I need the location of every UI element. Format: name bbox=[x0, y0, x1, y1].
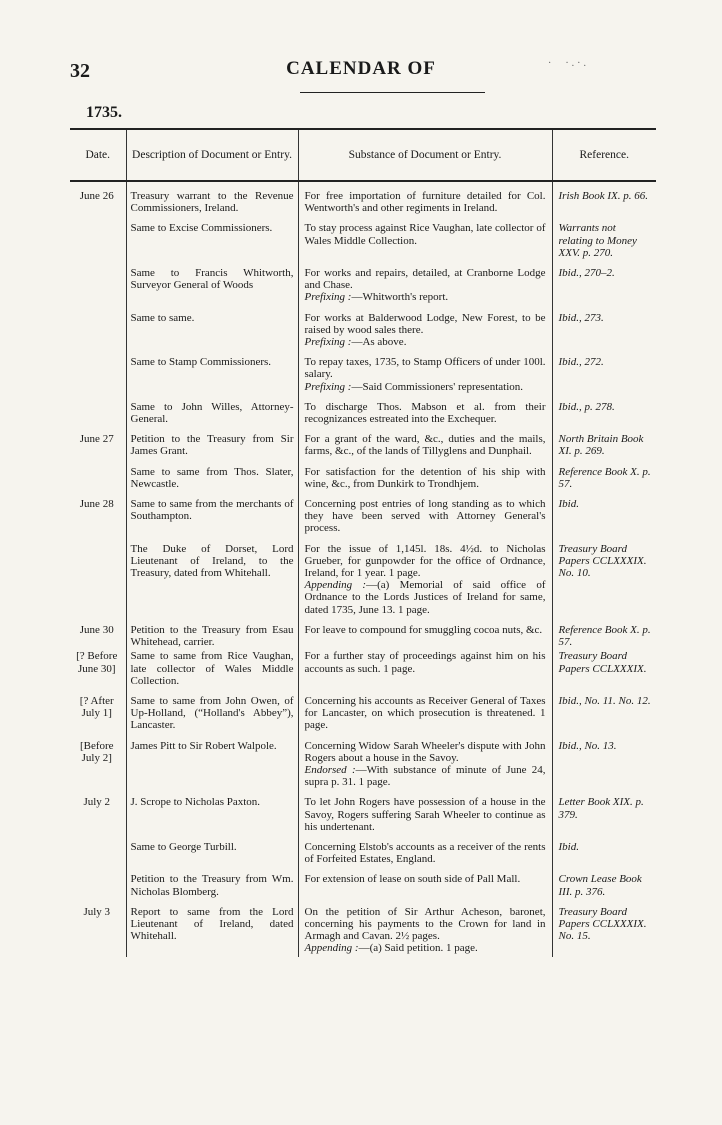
entry-substance bbox=[298, 460, 552, 492]
entry-description: Same to same from John Owen, of Up-Holland, (“Holland's Abbey”), Lancaster. bbox=[126, 689, 298, 734]
column-header-description: Description of Document or Entry. bbox=[126, 129, 298, 181]
entry-reference: Ibid. bbox=[558, 840, 579, 853]
entry-date bbox=[70, 395, 126, 427]
year-heading: 1735. bbox=[86, 104, 122, 121]
substance-text: For the issue of 1,145l. 18s. 4½d. to Nicholas Grueber, for gunpowder for the office of Ordnance, Ireland, for 1 year. 1 page. bbox=[304, 542, 546, 580]
annotation-label: Prefixing : bbox=[304, 291, 352, 304]
annotation-label: Appending : bbox=[304, 942, 359, 955]
table-row bbox=[70, 650, 656, 689]
table-body bbox=[70, 181, 656, 957]
substance-text: For a further stay of proceedings against him on his accounts as such. 1 page. bbox=[304, 650, 546, 675]
calendar-table bbox=[70, 128, 656, 957]
entry-date: June 30 bbox=[70, 618, 126, 650]
entry-date: July 2 bbox=[70, 790, 126, 835]
table-row bbox=[70, 790, 656, 835]
column-header-substance: Substance of Document or Entry. bbox=[298, 129, 552, 181]
table-row bbox=[70, 216, 656, 261]
entry-description: Same to John Willes, Attorney-General. bbox=[126, 395, 298, 427]
table-row bbox=[70, 835, 656, 867]
substance-text: To stay process against Rice Vaughan, late collector of Wales Middle Collection. bbox=[304, 222, 546, 247]
running-title: CALENDAR OF bbox=[286, 58, 436, 79]
entry-description: Same to Excise Commissioners. bbox=[126, 216, 298, 261]
entry-reference: Irish Book IX. p. 66. bbox=[558, 190, 649, 202]
entry-description: Same to Francis Whitworth, Surveyor General of Woods bbox=[126, 261, 298, 306]
table-row bbox=[70, 734, 656, 791]
table-row bbox=[70, 537, 656, 618]
entry-reference: Treasury Board Papers CCLXXXIX. bbox=[558, 650, 647, 675]
entry-substance bbox=[298, 835, 552, 867]
substance-annotation bbox=[305, 764, 546, 788]
entry-reference: Ibid., No. 13. bbox=[558, 739, 617, 752]
entry-reference: Crown Lease Book III. p. 376. bbox=[558, 873, 642, 898]
substance-text: To repay taxes, 1735, to Stamp Officers of under 100l. salary. bbox=[304, 356, 546, 381]
entry-date bbox=[70, 867, 126, 899]
table-row bbox=[70, 350, 656, 395]
substance-annotation bbox=[305, 291, 546, 303]
annotation-text: —As above. bbox=[351, 336, 407, 349]
table-row bbox=[70, 261, 656, 306]
entry-substance bbox=[298, 350, 552, 395]
entry-description: Petition to the Treasury from Sir James Grant. bbox=[126, 427, 298, 459]
entry-reference: Warrants not relating to Money XXV. p. 270. bbox=[558, 222, 637, 259]
entry-reference: Ibid., 273. bbox=[558, 311, 604, 324]
substance-annotation bbox=[305, 579, 546, 616]
stray-marks: · ·.·. bbox=[548, 58, 589, 69]
entry-date bbox=[70, 537, 126, 618]
substance-text: For a grant of the ward, &c., duties and the mails, farms, &c., of the lands of Tillyglens and Dunphail. bbox=[304, 433, 546, 458]
entry-reference: Ibid., 270–2. bbox=[558, 267, 615, 280]
substance-text: To discharge Thos. Mabson et al. from their recognizances estreated into the Exchequer. bbox=[304, 400, 546, 426]
column-header-reference: Reference. bbox=[552, 129, 656, 181]
entry-date: [? Before June 30] bbox=[70, 650, 126, 689]
substance-text: For satisfaction for the detention of his ship with wine, &c., from Dunkirk to Trondhjem. bbox=[304, 465, 546, 490]
annotation-label: Endorsed : bbox=[304, 763, 356, 776]
entry-date: [Before July 2] bbox=[70, 734, 126, 791]
entry-date: June 27 bbox=[70, 427, 126, 459]
entry-date bbox=[70, 835, 126, 867]
annotation-label: Prefixing : bbox=[304, 336, 352, 349]
entry-date: June 26 bbox=[70, 190, 126, 216]
annotation-text: —(a) Said petition. 1 page. bbox=[358, 942, 478, 955]
table-row bbox=[70, 867, 656, 899]
entry-description: Same to Stamp Commissioners. bbox=[126, 350, 298, 395]
table-row bbox=[70, 900, 656, 957]
entry-description: Petition to the Treasury from Esau Whitehead, carrier. bbox=[126, 618, 298, 650]
table-row bbox=[70, 190, 656, 216]
table-row bbox=[70, 460, 656, 492]
entry-description: Treasury warrant to the Revenue Commissioners, Ireland. bbox=[126, 190, 298, 216]
entry-reference: Treasury Board Papers CCLXXXIX. No. 10. bbox=[558, 542, 647, 580]
substance-text: On the petition of Sir Arthur Acheson, baronet, concerning his payments to the Crown for land in Armagh and Cavan. 2½ pages. bbox=[304, 905, 546, 943]
annotation-text: —With substance of minute of June 24, supra p. 31. 1 page. bbox=[304, 763, 546, 789]
entry-date bbox=[70, 261, 126, 306]
entry-substance bbox=[298, 790, 552, 835]
entry-substance bbox=[298, 867, 552, 899]
entry-description: Same to George Turbill. bbox=[126, 835, 298, 867]
entry-reference: Treasury Board Papers CCLXXXIX. No. 15. bbox=[558, 905, 647, 943]
substance-text: For free importation of furniture detailed for Col. Wentworth's and other regiments in Ireland. bbox=[304, 190, 546, 215]
annotation-label: Prefixing : bbox=[304, 380, 352, 393]
entry-substance bbox=[298, 190, 552, 216]
annotation-text: —Whitworth's report. bbox=[351, 291, 449, 304]
entry-date bbox=[70, 216, 126, 261]
entry-substance bbox=[298, 618, 552, 650]
entry-substance bbox=[298, 900, 552, 957]
entry-description: Report to same from the Lord Lieutenant of Ireland, dated Whitehall. bbox=[126, 900, 298, 957]
entry-description: The Duke of Dorset, Lord Lieutenant of Ireland, to the Treasury, dated from Whitehall. bbox=[126, 537, 298, 618]
entry-substance bbox=[298, 427, 552, 459]
entry-substance bbox=[298, 689, 552, 734]
entry-description: Petition to the Treasury from Wm. Nicholas Blomberg. bbox=[126, 867, 298, 899]
substance-text: Concerning post entries of long standing as to which they have been served with Attorney General's process. bbox=[304, 498, 546, 535]
table-row bbox=[70, 395, 656, 427]
entry-reference: Ibid. bbox=[558, 498, 579, 511]
annotation-text: —(a) Memorial of said office of Ordnance to the Lords Justices of Ireland for same, dated 1735, June 13. 1 page. bbox=[304, 579, 546, 616]
entry-description: Same to same from Thos. Slater, Newcastle. bbox=[126, 460, 298, 492]
substance-text: For works at Balderwood Lodge, New Forest, to be raised by wood sales there. bbox=[304, 311, 546, 336]
substance-text: To let John Rogers have possession of a house in the Savoy, Rogers suffering Sarah Wheeler to continue as his undertenant. bbox=[304, 796, 546, 833]
table-row bbox=[70, 427, 656, 459]
entry-reference: Reference Book X. p. 57. bbox=[558, 623, 651, 649]
entry-reference: Reference Book X. p. 57. bbox=[558, 465, 651, 490]
substance-text: For extension of lease on south side of Pall Mall. bbox=[304, 873, 521, 886]
entry-reference: North Britain Book XI. p. 269. bbox=[558, 433, 644, 458]
entry-description: James Pitt to Sir Robert Walpole. bbox=[126, 734, 298, 791]
annotation-text: —Said Commissioners' representation. bbox=[351, 380, 523, 393]
entry-date bbox=[70, 306, 126, 351]
table-row bbox=[70, 618, 656, 650]
page-number: 32 bbox=[70, 60, 90, 82]
calendar-table-wrapper bbox=[70, 128, 656, 957]
substance-annotation bbox=[305, 942, 546, 954]
entry-date: July 3 bbox=[70, 900, 126, 957]
entry-date: [? After July 1] bbox=[70, 689, 126, 734]
substance-text: Concerning Elstob's accounts as a receiver of the rents of Forfeited Estates, England. bbox=[304, 840, 546, 866]
entry-substance bbox=[298, 734, 552, 791]
substance-text: Concerning his accounts as Receiver General of Taxes for Lancaster, on which prosecution is threatened. 1 page. bbox=[304, 694, 546, 732]
annotation-label: Appending : bbox=[304, 579, 367, 592]
entry-reference: Ibid., No. 11. No. 12. bbox=[558, 694, 651, 707]
entry-date bbox=[70, 460, 126, 492]
entry-substance bbox=[298, 650, 552, 689]
entry-substance bbox=[298, 395, 552, 427]
entry-substance bbox=[298, 537, 552, 618]
entry-substance bbox=[298, 261, 552, 306]
entry-description: Same to same from the merchants of Southampton. bbox=[126, 492, 298, 537]
substance-annotation bbox=[305, 336, 546, 348]
substance-text: For works and repairs, detailed, at Cranborne Lodge and Chase. bbox=[304, 267, 546, 292]
entry-reference: Ibid., 272. bbox=[558, 356, 604, 369]
column-header-date: Date. bbox=[70, 129, 126, 181]
entry-date: June 28 bbox=[70, 492, 126, 537]
header-spacer-row bbox=[70, 181, 656, 190]
entry-description: Same to same. bbox=[126, 306, 298, 351]
entry-reference: Ibid., p. 278. bbox=[558, 400, 615, 413]
entry-description: J. Scrope to Nicholas Paxton. bbox=[126, 790, 298, 835]
substance-text: Concerning Widow Sarah Wheeler's dispute with John Rogers about a house in the Savoy. bbox=[304, 739, 546, 764]
entry-substance bbox=[298, 492, 552, 537]
table-row bbox=[70, 492, 656, 537]
entry-substance bbox=[298, 306, 552, 351]
table-row bbox=[70, 689, 656, 734]
table-row bbox=[70, 306, 656, 351]
entry-description: Same to same from Rice Vaughan, late collector of Wales Middle Collection. bbox=[126, 650, 298, 689]
title-rule bbox=[300, 92, 485, 93]
substance-text: For leave to compound for smuggling cocoa nuts, &c. bbox=[304, 623, 543, 636]
entry-date bbox=[70, 350, 126, 395]
substance-annotation bbox=[305, 381, 546, 393]
entry-reference: Letter Book XIX. p. 379. bbox=[558, 796, 644, 821]
entry-substance bbox=[298, 216, 552, 261]
table-header-row bbox=[70, 129, 656, 181]
